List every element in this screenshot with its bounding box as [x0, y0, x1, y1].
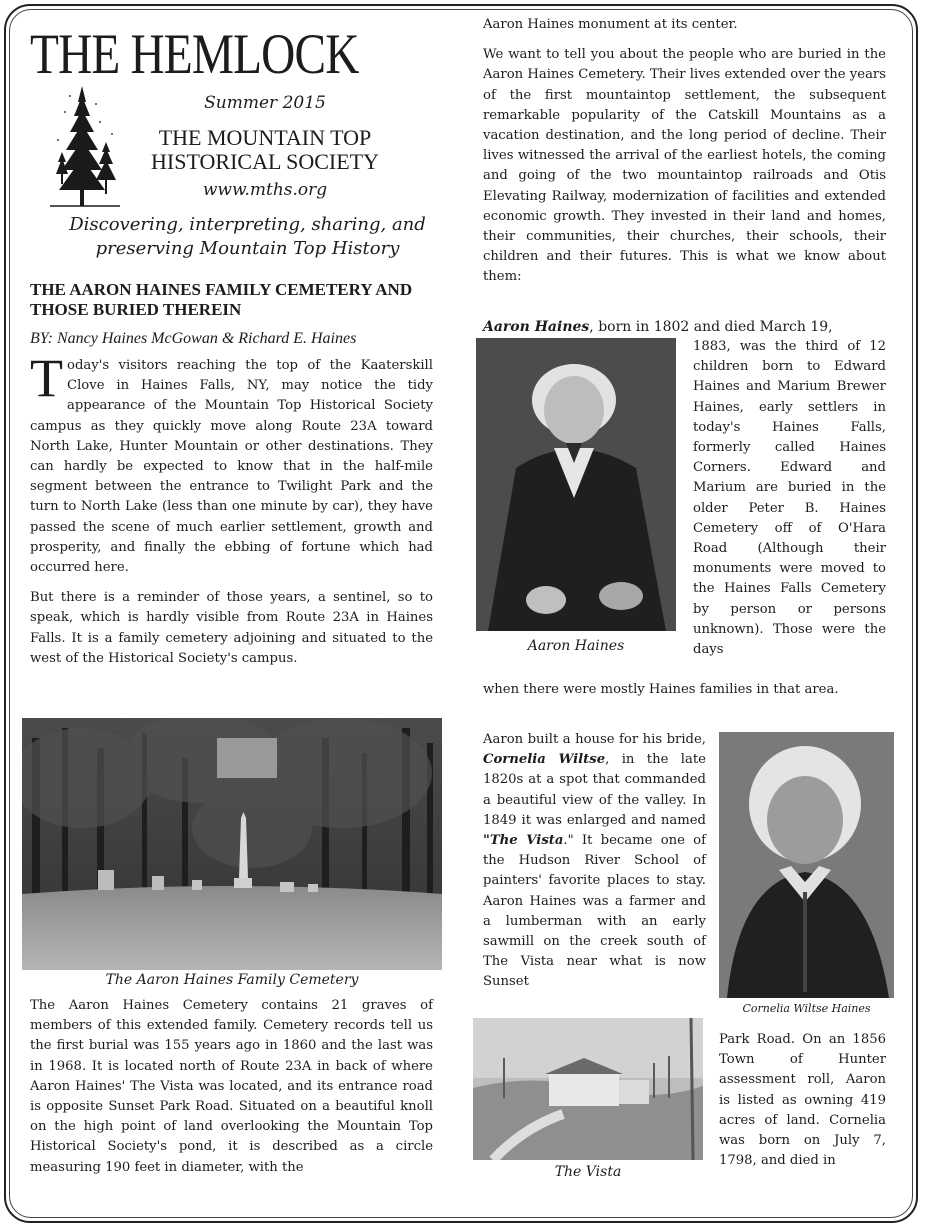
house-text	[483, 730, 706, 993]
article-headline: THE AARON HAINES FAMILY CEMETERY AND THOSE BURIED THEREIN	[30, 280, 413, 319]
issue-date: Summer 2015	[204, 93, 326, 113]
paragraph-people: We want to tell you about the people who are buried in the Aaron Haines Cemetery. Their lives extended over the years of the first mountaintop settlement, the subsequent remarkable popularity of the Catskill Mountains as a vacation destination, and the long period of decline. Their lives witnessed the arrival of the earliest hotels, the coming and going of the two mountaintop railroads and Otis Elevating Railway, modernization of facilities and extended economic growth. They invested in their land and homes, their communities, their churches, their schools, their children and their futures. This is what we know about them:	[483, 47, 886, 285]
cornelia-portrait-photo	[719, 732, 894, 998]
left-column-top	[30, 348, 433, 669]
vista-photo	[473, 1018, 703, 1160]
paragraph-monument: Aaron Haines monument at its center.	[483, 17, 738, 32]
article-byline: BY: Nancy Haines McGowan & Richard E. Haines	[30, 330, 357, 347]
paragraph-reminder: But there is a reminder of those years, a sentinel, so to speak, which is hardly visible from Route 23A in Haines Falls. It is a family cemetery adjoining and situated to the west of the Historical Society's campus.	[30, 590, 433, 666]
motto: Discovering, interpreting, sharing, and preserving Mountain Top History	[69, 214, 426, 259]
paragraph-intro-text: oday's visitors reaching the top of the Kaaterskill Clove in Haines Falls, NY, may notice the tidy appearance of the Mountain Top Historical Society campus as they quickly move along Route 23A toward North Lake, Hunter Mountain or other destinations. They can hardly be expected to know that in the half-mile segment between the entrance to Twilight Park and the turn to North Lake (less than one minute by car), they have passed the scene of much earlier settlement, growth and prosperity, and finally the ebbing of fortune which had occurred here.	[30, 358, 433, 576]
vista-name: "The Vista	[483, 833, 564, 849]
paragraph-intro	[30, 348, 433, 578]
caption-cemetery: The Aaron Haines Family Cemetery	[105, 972, 359, 988]
paragraph-house-cont: Park Road. On an 1856 Town of Hunter assessment roll, Aaron is listed as owning 419 acres of land. Cornelia was born on July 7, 1798, and died in	[719, 1032, 886, 1169]
drop-cap: T	[30, 348, 63, 408]
aaron-tail-text	[483, 680, 886, 700]
hemlock-tree-logo-icon	[50, 82, 122, 212]
paragraph-aaron-side: 1883, was the third of 12 children born to Edward Haines and Marium Brewer Haines, early settlers in today's Haines Falls, formerly called Haines Corners. Edward and Marium are buried in the older Peter B. Haines Cemetery off of O'Hara Road (Although their monuments were moved to the Haines Falls Cemetery by person or persons unknown). Those were the days	[693, 339, 886, 658]
right-column-top	[483, 15, 886, 288]
cornelia-name: Cornelia Wiltse	[483, 752, 606, 768]
aaron-intro-line	[483, 317, 886, 337]
caption-aaron: Aaron Haines	[527, 638, 625, 654]
aaron-intro-text: , born in 1802 and died March 19,	[589, 319, 833, 335]
house-continued	[719, 1030, 886, 1171]
website-link[interactable]: www.mths.org	[202, 180, 328, 200]
caption-vista: The Vista	[554, 1164, 622, 1180]
masthead-title: THE HEMLOCK	[30, 23, 359, 86]
aaron-name: Aaron Haines	[483, 319, 590, 335]
cemetery-photo	[22, 718, 442, 970]
caption-cornelia: Cornelia Wiltse Haines	[742, 1002, 871, 1015]
aaron-portrait-photo	[476, 338, 676, 631]
society-name: THE MOUNTAIN TOP HISTORICAL SOCIETY	[151, 125, 379, 174]
paragraph-house: Aaron built a house for his bride, Cornelia Wiltse, in the late 1820s at a spot that commanded a beautiful view of the valley. In 1849 it was enlarged and named "The Vista." It became one of the Hudson River School of painters' favorite places to stay. Aaron Haines was a farmer and a lumberman with an early sawmill on the creek south of The Vista near what is now Sunset	[483, 732, 706, 990]
paragraph-cemetery: The Aaron Haines Cemetery contains 21 graves of members of this extended family. Cemetery records tell us the first burial was 155 years ago in 1860 and the last was in 1968. It is located north of Route 23A in back of where Aaron Haines' The Vista was located, and its entrance road is opposite Sunset Park Road. Situated on a beautiful knoll on the high point of land overlooking the Mountain Top Historical Society's pond, it is described as a circle measuring 190 feet in diameter, with the	[30, 998, 433, 1175]
left-column-bottom	[30, 996, 433, 1178]
aaron-side-text	[693, 337, 886, 660]
paragraph-aaron-tail: when there were mostly Haines families in that area.	[483, 682, 839, 697]
